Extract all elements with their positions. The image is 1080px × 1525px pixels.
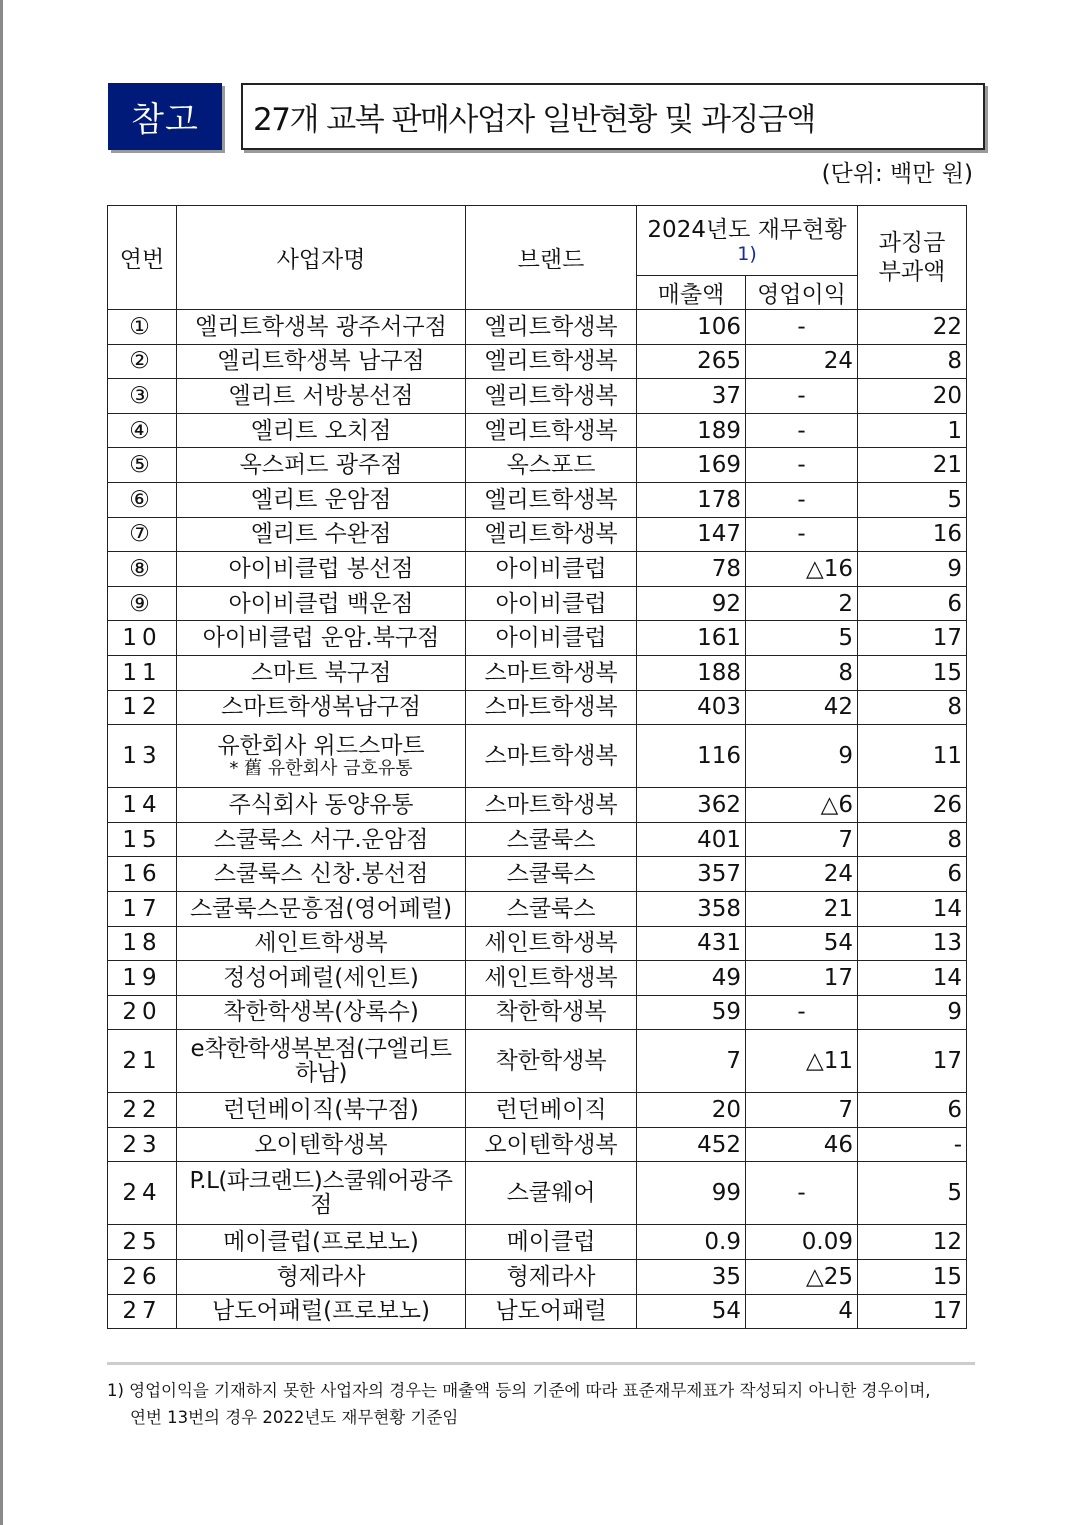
table-row (108, 926, 967, 961)
profit-value: 21 (746, 891, 858, 926)
brand-name: 아이비클럽 (466, 621, 637, 656)
table-row (108, 310, 967, 345)
company-name: 엘리트 수완점 (177, 517, 466, 552)
reference-badge: 참고 (108, 83, 222, 150)
company-name: 메이클럽(프로보노) (177, 1225, 466, 1260)
header-brand: 브랜드 (466, 206, 637, 310)
profit-value: 54 (746, 926, 858, 961)
row-number: 16 (108, 857, 177, 892)
table-row (108, 1162, 967, 1225)
company-name: e착한학생복본점(구엘리트하남) (177, 1030, 466, 1093)
table-row (108, 552, 967, 587)
unit-label: (단위: 백만 원) (821, 161, 973, 187)
row-number: ⑦ (108, 517, 177, 552)
penalty-table (107, 205, 967, 1329)
sales-value: 59 (637, 995, 746, 1030)
profit-value: - (746, 448, 858, 483)
penalty-value: - (858, 1127, 967, 1162)
company-name: 아이비클럽 운암.북구점 (177, 621, 466, 656)
profit-value: △25 (746, 1260, 858, 1295)
penalty-value: 13 (858, 926, 967, 961)
brand-name: 메이클럽 (466, 1225, 637, 1260)
brand-name: 스마트학생복 (466, 690, 637, 725)
profit-value: - (746, 482, 858, 517)
penalty-value: 11 (858, 725, 967, 788)
penalty-value: 20 (858, 379, 967, 414)
company-name: 남도어패럴(프로보노) (177, 1294, 466, 1329)
company-name: 스쿨룩스 신창.봉선점 (177, 857, 466, 892)
row-number: 13 (108, 725, 177, 788)
penalty-value: 6 (858, 857, 967, 892)
brand-name: 아이비클럽 (466, 552, 637, 587)
penalty-value: 14 (858, 891, 967, 926)
header-company: 사업자명 (177, 206, 466, 310)
company-name: 정성어페럴(세인트) (177, 961, 466, 996)
row-number: 19 (108, 961, 177, 996)
footnote-line-1: 1) 영업이익을 기재하지 못한 사업자의 경우는 매출액 등의 기준에 따라 표준재무제표가 작성되지 아니한 경우이며, (107, 1381, 931, 1400)
profit-value: △6 (746, 788, 858, 823)
penalty-value: 8 (858, 822, 967, 857)
sales-value: 106 (637, 310, 746, 345)
penalty-value: 17 (858, 1030, 967, 1093)
sales-value: 357 (637, 857, 746, 892)
profit-value: △11 (746, 1030, 858, 1093)
footnote (107, 1377, 1007, 1431)
profit-value: - (746, 310, 858, 345)
profit-value: - (746, 517, 858, 552)
sales-value: 362 (637, 788, 746, 823)
company-name: 엘리트 서방봉선점 (177, 379, 466, 414)
sales-value: 49 (637, 961, 746, 996)
company-name: 스쿨룩스문흥점(영어페럴) (177, 891, 466, 926)
company-name: P.L(파크랜드)스쿨웨어광주점 (177, 1162, 466, 1225)
company-name: 착한학생복(상록수) (177, 995, 466, 1030)
row-number: ③ (108, 379, 177, 414)
row-number: 12 (108, 690, 177, 725)
brand-name: 옥스포드 (466, 448, 637, 483)
header-sales: 매출액 (637, 276, 746, 310)
row-number: 17 (108, 891, 177, 926)
company-name: 엘리트 오치점 (177, 413, 466, 448)
row-number: 20 (108, 995, 177, 1030)
company-former-name: * 舊 유한회사 금호유통 (229, 758, 413, 780)
penalty-value: 16 (858, 517, 967, 552)
sales-value: 147 (637, 517, 746, 552)
penalty-value: 21 (858, 448, 967, 483)
penalty-value: 6 (858, 586, 967, 621)
table-body (108, 310, 967, 1329)
profit-value: 9 (746, 725, 858, 788)
row-number: 10 (108, 621, 177, 656)
header-finance (637, 206, 858, 276)
company-name: 주식회사 동양유통 (177, 788, 466, 823)
penalty-value: 5 (858, 482, 967, 517)
table-row (108, 448, 967, 483)
header-finance-label: 2024년도 재무현황 (647, 216, 847, 243)
row-number: 11 (108, 655, 177, 690)
company-name: 엘리트학생복 광주서구점 (177, 310, 466, 345)
penalty-value: 14 (858, 961, 967, 996)
penalty-value: 1 (858, 413, 967, 448)
profit-value: 17 (746, 961, 858, 996)
brand-name: 세인트학생복 (466, 926, 637, 961)
sales-value: 265 (637, 344, 746, 379)
profit-value: 8 (746, 655, 858, 690)
profit-value: 2 (746, 586, 858, 621)
sales-value: 99 (637, 1162, 746, 1225)
brand-name: 형제라사 (466, 1260, 637, 1295)
company-name: 오이텐학생복 (177, 1127, 466, 1162)
row-number: 24 (108, 1162, 177, 1225)
table-row (108, 1225, 967, 1260)
brand-name: 스쿨룩스 (466, 891, 637, 926)
table-row (108, 586, 967, 621)
sales-value: 161 (637, 621, 746, 656)
penalty-value: 15 (858, 655, 967, 690)
profit-value: - (746, 1162, 858, 1225)
brand-name: 스쿨룩스 (466, 857, 637, 892)
penalty-value: 17 (858, 621, 967, 656)
page-title: 27개 교복 판매사업자 일반현황 및 과징금액 (253, 102, 815, 138)
table-row (108, 1030, 967, 1093)
profit-value: - (746, 995, 858, 1030)
brand-name: 런던베이직 (466, 1093, 637, 1128)
sales-value: 358 (637, 891, 746, 926)
company-name: 스쿨룩스 서구.운암점 (177, 822, 466, 857)
brand-name: 엘리트학생복 (466, 482, 637, 517)
profit-value: 7 (746, 822, 858, 857)
penalty-value: 15 (858, 1260, 967, 1295)
company-name: 런던베이직(북구점) (177, 1093, 466, 1128)
penalty-value: 8 (858, 690, 967, 725)
table-row (108, 517, 967, 552)
sales-value: 116 (637, 725, 746, 788)
finance-footnote-marker: 1) (737, 242, 757, 265)
penalty-value: 9 (858, 552, 967, 587)
brand-name: 스마트학생복 (466, 788, 637, 823)
row-number: 18 (108, 926, 177, 961)
row-number: 25 (108, 1225, 177, 1260)
profit-value: - (746, 413, 858, 448)
row-number: 15 (108, 822, 177, 857)
profit-value: 4 (746, 1294, 858, 1329)
table-row (108, 995, 967, 1030)
brand-name: 스쿨룩스 (466, 822, 637, 857)
header-penalty-line1: 과징금 (878, 229, 946, 256)
brand-name: 스마트학생복 (466, 655, 637, 690)
company-name: 엘리트학생복 남구점 (177, 344, 466, 379)
brand-name: 세인트학생복 (466, 961, 637, 996)
profit-value: - (746, 379, 858, 414)
row-number: ⑤ (108, 448, 177, 483)
company-name: 세인트학생복 (177, 926, 466, 961)
sales-value: 78 (637, 552, 746, 587)
company-name (177, 725, 466, 788)
table-row (108, 857, 967, 892)
penalty-value: 8 (858, 344, 967, 379)
sales-value: 54 (637, 1294, 746, 1329)
header-no: 연번 (108, 206, 177, 310)
header-penalty (858, 206, 967, 310)
company-name: 엘리트 운암점 (177, 482, 466, 517)
table-row (108, 725, 967, 788)
brand-name: 스마트학생복 (466, 725, 637, 788)
footer-divider (107, 1362, 975, 1365)
sales-value: 188 (637, 655, 746, 690)
profit-value: 42 (746, 690, 858, 725)
company-name: 아이비클럽 백운점 (177, 586, 466, 621)
penalty-value: 6 (858, 1093, 967, 1128)
header-profit: 영업이익 (746, 276, 858, 310)
table-row (108, 1093, 967, 1128)
company-name: 옥스퍼드 광주점 (177, 448, 466, 483)
sales-value: 178 (637, 482, 746, 517)
page-left-border (0, 0, 3, 1525)
table-row (108, 1260, 967, 1295)
brand-name: 착한학생복 (466, 995, 637, 1030)
table-row (108, 1127, 967, 1162)
penalty-value: 9 (858, 995, 967, 1030)
sales-value: 0.9 (637, 1225, 746, 1260)
row-number: 14 (108, 788, 177, 823)
profit-value: 46 (746, 1127, 858, 1162)
penalty-value: 5 (858, 1162, 967, 1225)
brand-name: 오이텐학생복 (466, 1127, 637, 1162)
brand-name: 엘리트학생복 (466, 413, 637, 448)
table-row (108, 482, 967, 517)
profit-value: △16 (746, 552, 858, 587)
penalty-value: 26 (858, 788, 967, 823)
table-row (108, 961, 967, 996)
row-number: ① (108, 310, 177, 345)
row-number: ④ (108, 413, 177, 448)
profit-value: 24 (746, 344, 858, 379)
brand-name: 엘리트학생복 (466, 344, 637, 379)
penalty-value: 22 (858, 310, 967, 345)
table-row (108, 655, 967, 690)
company-name: 아이비클럽 봉선점 (177, 552, 466, 587)
row-number: ⑥ (108, 482, 177, 517)
row-number: 22 (108, 1093, 177, 1128)
brand-name: 엘리트학생복 (466, 310, 637, 345)
brand-name: 착한학생복 (466, 1030, 637, 1093)
table-row (108, 379, 967, 414)
profit-value: 7 (746, 1093, 858, 1128)
profit-value: 0.09 (746, 1225, 858, 1260)
company-name: 형제라사 (177, 1260, 466, 1295)
sales-value: 35 (637, 1260, 746, 1295)
brand-name: 스쿨웨어 (466, 1162, 637, 1225)
footnote-line-2: 연번 13번의 경우 2022년도 재무현황 기준임 (130, 1408, 459, 1427)
sales-value: 401 (637, 822, 746, 857)
table-row (108, 344, 967, 379)
brand-name: 남도어패럴 (466, 1294, 637, 1329)
sales-value: 452 (637, 1127, 746, 1162)
penalty-value: 17 (858, 1294, 967, 1329)
sales-value: 169 (637, 448, 746, 483)
profit-value: 5 (746, 621, 858, 656)
table-row (108, 1294, 967, 1329)
sales-value: 20 (637, 1093, 746, 1128)
title-box (241, 83, 985, 150)
sales-value: 403 (637, 690, 746, 725)
table-row (108, 621, 967, 656)
penalty-value: 12 (858, 1225, 967, 1260)
row-number: 27 (108, 1294, 177, 1329)
profit-value: 24 (746, 857, 858, 892)
table-row (108, 690, 967, 725)
company-name-text: 유한회사 위드스마트 (217, 733, 425, 760)
row-number: 23 (108, 1127, 177, 1162)
company-name: 스마트학생복남구점 (177, 690, 466, 725)
brand-name: 아이비클럽 (466, 586, 637, 621)
sales-value: 7 (637, 1030, 746, 1093)
brand-name: 엘리트학생복 (466, 517, 637, 552)
table-row (108, 788, 967, 823)
company-name: 스마트 북구점 (177, 655, 466, 690)
table-row (108, 891, 967, 926)
sales-value: 189 (637, 413, 746, 448)
sales-value: 37 (637, 379, 746, 414)
table-row (108, 822, 967, 857)
row-number: 21 (108, 1030, 177, 1093)
sales-value: 92 (637, 586, 746, 621)
header-penalty-line2: 부과액 (878, 258, 946, 285)
row-number: ② (108, 344, 177, 379)
row-number: ⑨ (108, 586, 177, 621)
row-number: ⑧ (108, 552, 177, 587)
sales-value: 431 (637, 926, 746, 961)
row-number: 26 (108, 1260, 177, 1295)
table-row (108, 413, 967, 448)
brand-name: 엘리트학생복 (466, 379, 637, 414)
